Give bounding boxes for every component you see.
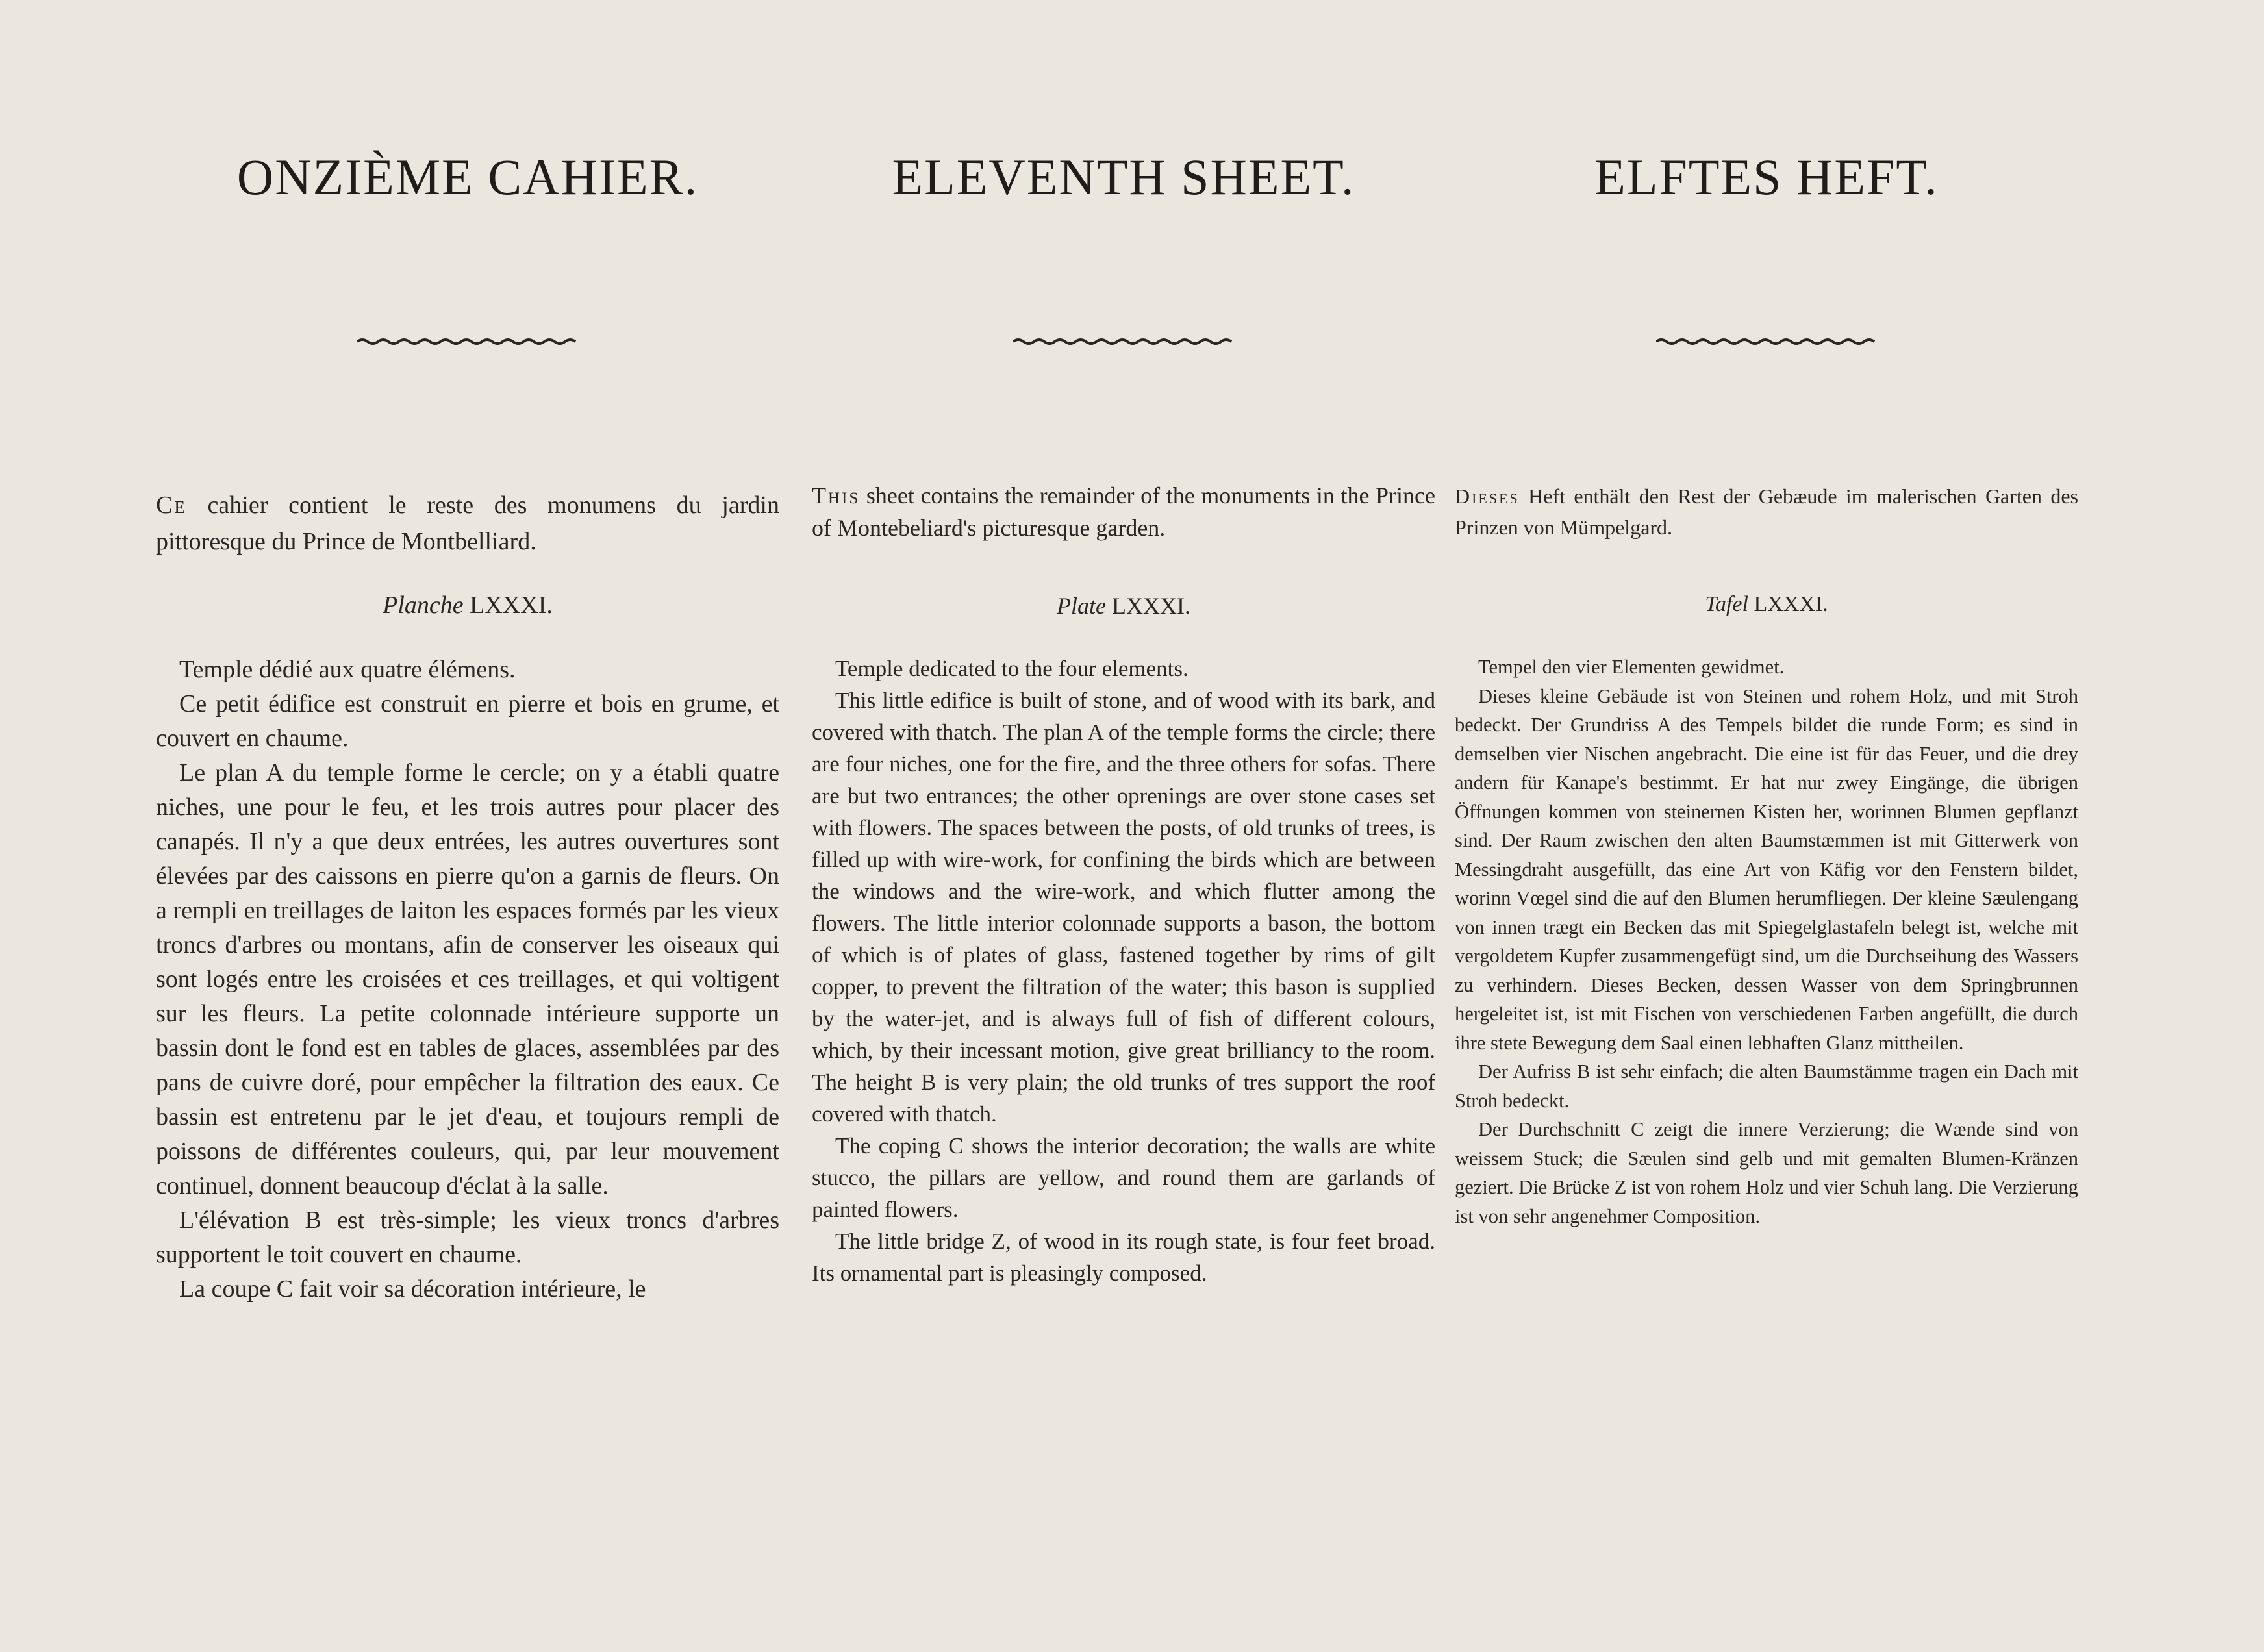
paragraph: La coupe C fait voir sa décoration intérieure, le xyxy=(179,1275,646,1303)
plate-number: LXXXI. xyxy=(1748,592,1828,616)
intro-lead: Ce xyxy=(156,492,187,519)
plate-title-german xyxy=(1455,592,2078,617)
plate-title-french xyxy=(156,591,779,620)
intro-german xyxy=(1455,481,2078,543)
paragraph: Ce petit édifice est construit en pierre et bois en grume, et couvert en chaume. xyxy=(156,690,779,752)
plate-word: Planche xyxy=(383,592,464,619)
intro-text: sheet contains the remainder of the monuments in the Prince of Montebeliard's picturesque garden. xyxy=(812,482,1435,541)
plate-title-english xyxy=(812,592,1435,620)
ornament-divider xyxy=(812,338,1435,351)
paragraph: L'élévation B est très-simple; les vieux troncs d'arbres supportent le toit couvert en chaume. xyxy=(156,1207,779,1268)
plate-number: LXXXI. xyxy=(463,592,553,619)
intro-lead: This xyxy=(812,482,861,508)
body-german xyxy=(1455,653,2078,1231)
heading-english: ELEVENTH SHEET. xyxy=(892,149,1355,205)
ornament-divider xyxy=(156,338,779,351)
intro-english xyxy=(812,479,1435,544)
paragraph: Der Durchschnitt C zeigt die innere Verzierung; die Wænde sind von weissem Stuck; die Sæulen sind gelb und mit gemalten Blumen-Kränzen geziert. Die Brücke Z ist von rohem Holz und vier Schuh lang. Die Verzierung ist von sehr angenehmer Composition. xyxy=(1455,1118,2078,1227)
intro-text: cahier contient le reste des monumens du jardin pittoresque du Prince de Montbelliard. xyxy=(156,492,779,555)
paragraph: This little edifice is built of stone, and of wood with its bark, and covered with thatch. The plan A of the temple forms the circle; there are four niches, one for the fire, and the three others for sofas. There are but two entrances; the other oprenings are over stone cases set with flowers. The spaces between the posts, of old trunks of trees, is filled up with wire-work, for confining the birds which are between the windows and the wire-work, and which flutter among the flowers. The little interior colonnade supports a bason, the bottom of which is of plates of glass, fastened together by rims of gilt copper, to prevent the filtration of the water; this bason is supplied by the water-jet, and is always full of fish of different colours, which, by their incessant motion, give great brilliancy to the room. The height B is very plain; the old trunks of tres support the roof covered with thatch. xyxy=(812,688,1435,1127)
heading-german: ELFTES HEFT. xyxy=(1594,149,1939,205)
paragraph: Der Aufriss B ist sehr einfach; die alten Baumstämme tragen ein Dach mit Stroh bedeckt. xyxy=(1455,1060,2078,1112)
ornament-divider xyxy=(1455,338,2078,351)
intro-french xyxy=(156,487,779,560)
paragraph: The coping C shows the interior decoration; the walls are white stucco, the pillars are yellow, and round them are garlands of painted flowers. xyxy=(812,1133,1435,1222)
body-english xyxy=(812,653,1435,1289)
intro-lead: Dieses xyxy=(1455,484,1520,508)
plate-number: LXXXI. xyxy=(1106,593,1190,619)
plate-word: Plate xyxy=(1057,593,1106,619)
body-french xyxy=(156,653,779,1307)
paragraph: Temple dédié aux quatre élémens. xyxy=(179,656,516,683)
paragraph: Le plan A du temple forme le cercle; on y a établi quatre niches, une pour le feu, et les trois autres pour placer des canapés. Il n'y a que deux entrées, les autres ouvertures sont élevées par des caissons en pierre qu'on a garnis de fleurs. On a rempli en treillages de laiton les espaces formés par les vieux troncs d'arbres ou montans, afin de conserver les oiseaux qui sont logés entre les croisées et ces treillages, et qui voltigent sur les fleurs. La petite colonnade intérieure supporte un bassin dont le fond est en tables de glaces, assemblées par des pans de cuivre doré, pour empêcher la filtration des eaux. Ce bassin est entretenu par le jet d'eau, et toujours rempli de poissons de différentes couleurs, qui, par leur mouvement continuel, donnent beaucoup d'éclat à la salle. xyxy=(156,759,779,1199)
paragraph: Tempel den vier Elementen gewidmet. xyxy=(1478,656,1785,678)
intro-text: Heft enthält den Rest der Gebæude im malerischen Garten des Prinzen von Mümpelgard. xyxy=(1455,484,2078,539)
heading-french: ONZIÈME CAHIER. xyxy=(236,149,699,205)
paragraph: Temple dedicated to the four elements. xyxy=(835,656,1189,681)
plate-word: Tafel xyxy=(1705,592,1748,616)
paragraph: Dieses kleine Gebäude ist von Steinen und rohem Holz, und mit Stroh bedeckt. Der Grundriss A des Tempels bildet die runde Form; es sind in demselben vier Nischen angebracht. Die eine ist für das Feuer, und die drey andern für Kanape's bestimmt. Er hat nur zwey Eingänge, die übrigen Öffnungen kommen von steinernen Kisten her, worinnen Blumen gepflanzt sind. Der Raum zwischen den alten Baumstæmmen ist mit Gitterwerk von Messingdraht ausgefüllt, das eine Art von Käfig vor den Fenstern bildet, worinn Vœgel sind die auf den Blumen herumfliegen. Der kleine Sæulengang von innen trægt ein Becken das mit Spiegelglastafeln belegt ist, welche mit vergoldetem Kupfer zusammengefügt sind, um die Durchseihung des Wassers zu verhindern. Dieses Becken, dessen Wasser von dem Springbrunnen hergeleitet ist, ist mit Fischen von verschiedenen Farben angefüllt, die durch ihre stete Bewegung dem Saal einen lebhaften Glanz mittheilen. xyxy=(1455,684,2078,1054)
paragraph: The little bridge Z, of wood in its rough state, is four feet broad. Its ornamental part is pleasingly composed. xyxy=(812,1229,1435,1286)
